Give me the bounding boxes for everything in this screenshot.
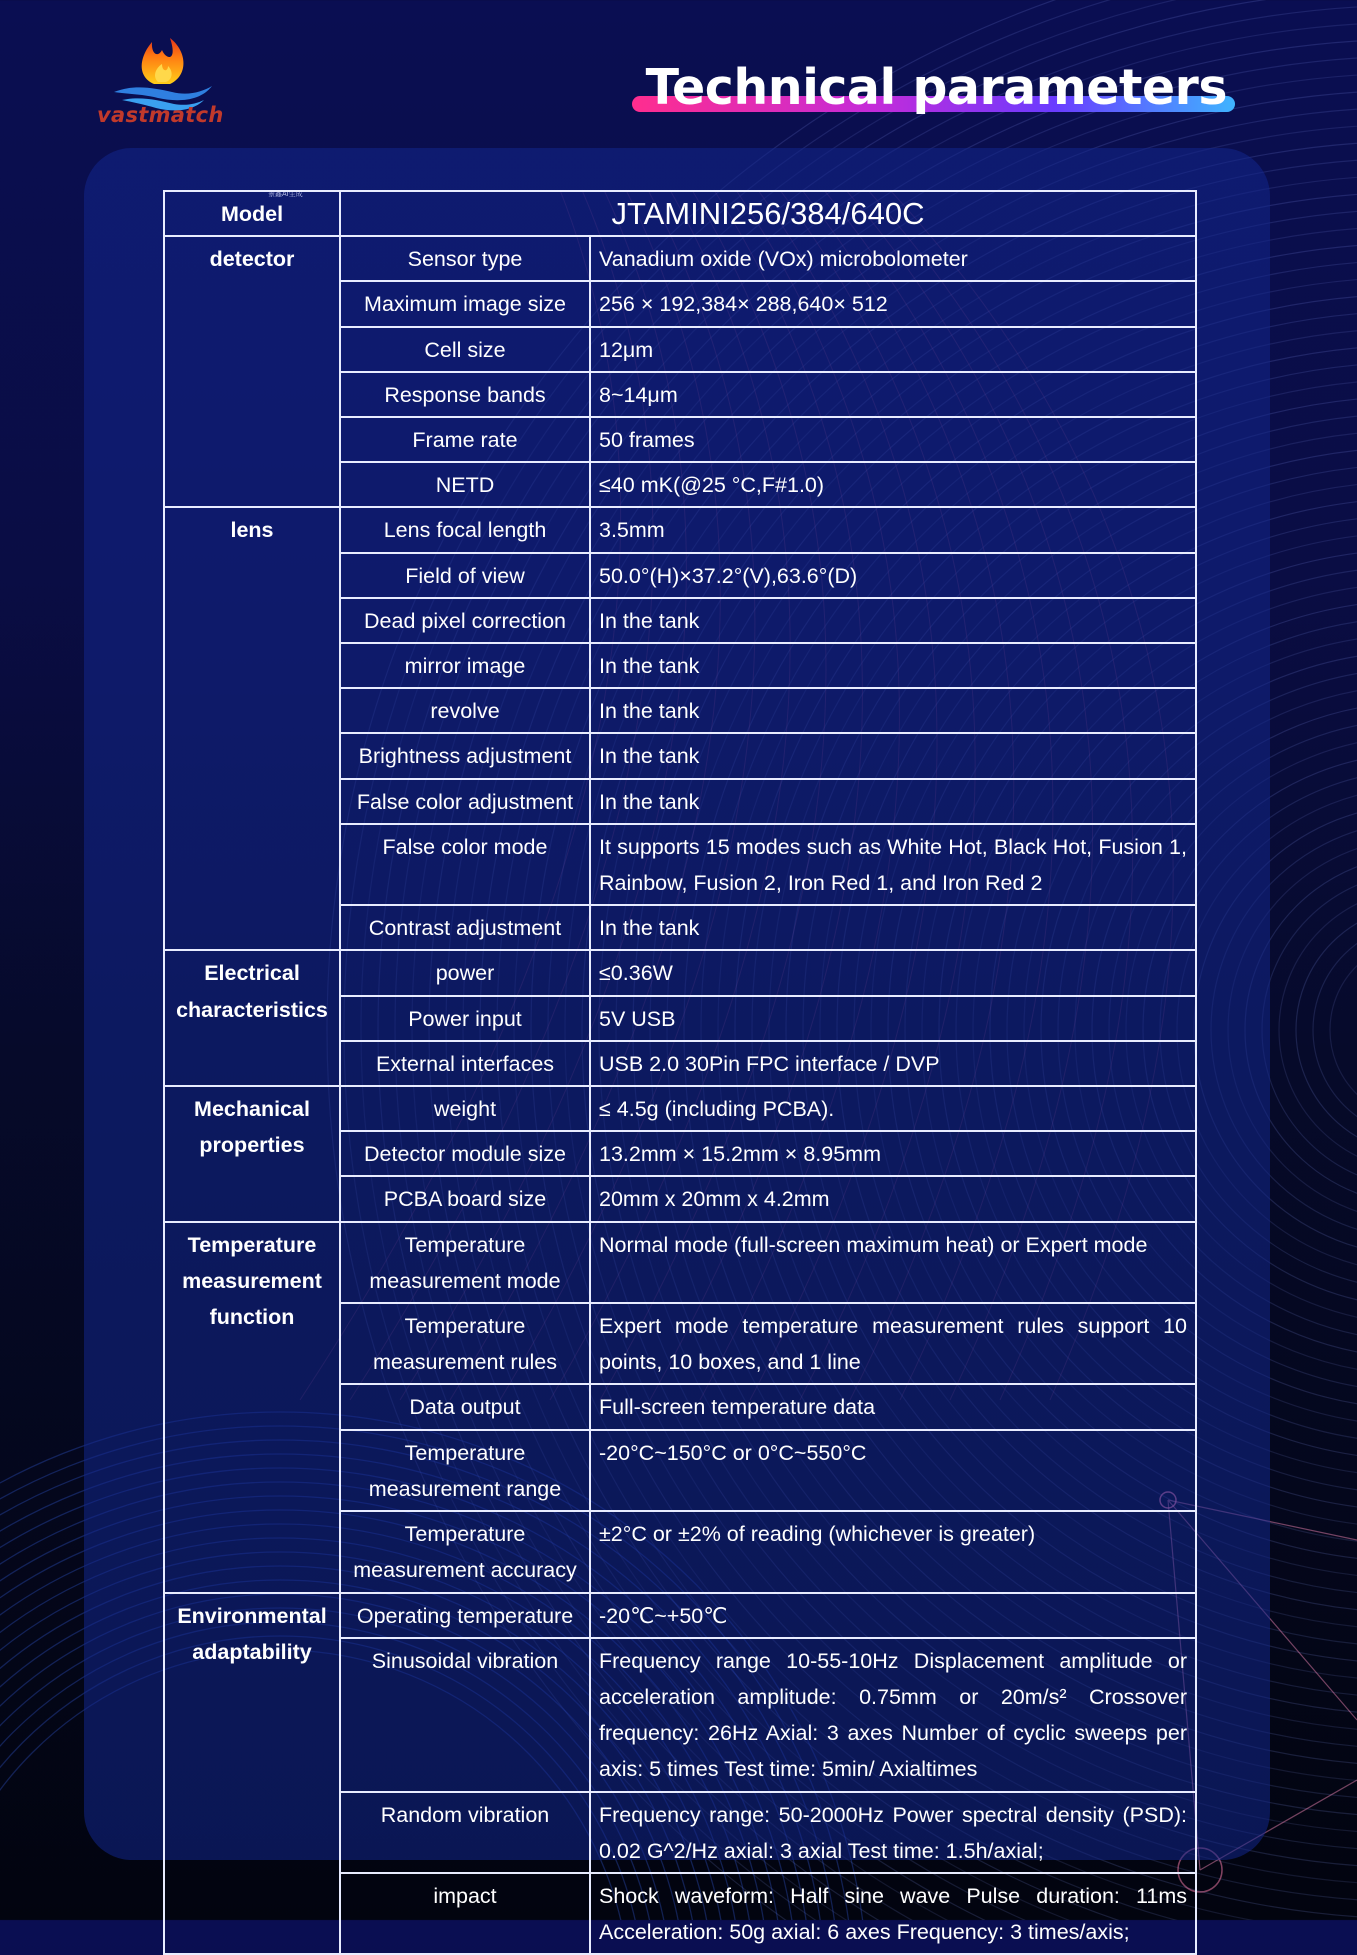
param-value: -20℃~+50℃ bbox=[590, 1593, 1196, 1638]
group-label: Environmental adaptability bbox=[164, 1593, 340, 1955]
param-label: Data output bbox=[340, 1384, 590, 1429]
param-value: ≤ 4.5g (including PCBA). bbox=[590, 1086, 1196, 1131]
param-label: Response bands bbox=[340, 372, 590, 417]
param-value: Shock waveform: Half sine wave Pulse duration: 11ms Acceleration: 50g axial: 6 axes Frequency: 3 times/axis; bbox=[590, 1873, 1196, 1954]
param-label: Sinusoidal vibration bbox=[340, 1638, 590, 1792]
page-title: Technical parameters bbox=[645, 59, 1227, 116]
param-label: NETD bbox=[340, 462, 590, 507]
param-value: Vanadium oxide (VOx) microbolometer bbox=[590, 236, 1196, 281]
group-label: lens bbox=[164, 507, 340, 950]
param-value: 50 frames bbox=[590, 417, 1196, 462]
param-value: Full-screen temperature data bbox=[590, 1384, 1196, 1429]
param-label: Contrast adjustment bbox=[340, 905, 590, 950]
param-label: impact bbox=[340, 1873, 590, 1954]
param-value: 256 × 192,384× 288,640× 512 bbox=[590, 281, 1196, 326]
param-label: Maximum image size bbox=[340, 281, 590, 326]
table-row bbox=[164, 1086, 1196, 1131]
param-label: power bbox=[340, 950, 590, 995]
param-value: -20°C~150°C or 0°C~550°C bbox=[590, 1430, 1196, 1511]
param-label: Random vibration bbox=[340, 1792, 590, 1873]
param-value: 20mm x 20mm x 4.2mm bbox=[590, 1176, 1196, 1221]
param-label: revolve bbox=[340, 688, 590, 733]
param-label: Lens focal length bbox=[340, 507, 590, 552]
param-label: External interfaces bbox=[340, 1041, 590, 1086]
param-value: 5V USB bbox=[590, 996, 1196, 1041]
param-label: Temperature measurement range bbox=[340, 1430, 590, 1511]
param-label: False color mode bbox=[340, 824, 590, 905]
param-label: Field of view bbox=[340, 553, 590, 598]
model-value: JTAMINI256/384/640C bbox=[340, 191, 1196, 236]
param-value: Frequency range 10-55-10Hz Displacement amplitude or acceleration amplitude: 0.75mm or 20m/s² Crossover frequency: 26Hz Axial: 3 axes Number of cyclic sweeps per axis: 5 times Test time: 5min/ Axialtimes bbox=[590, 1638, 1196, 1792]
param-label: Temperature measurement mode bbox=[340, 1222, 590, 1303]
param-value: 12μm bbox=[590, 327, 1196, 372]
param-value: In the tank bbox=[590, 905, 1196, 950]
model-row bbox=[164, 191, 1196, 236]
group-label: Electrical characteristics bbox=[164, 950, 340, 1086]
param-value: 13.2mm × 15.2mm × 8.95mm bbox=[590, 1131, 1196, 1176]
param-value: 3.5mm bbox=[590, 507, 1196, 552]
brand-logo-text: vastmatch bbox=[97, 103, 224, 127]
page-title-group bbox=[646, 58, 1227, 118]
param-label: Power input bbox=[340, 996, 590, 1041]
param-value: Normal mode (full-screen maximum heat) or Expert mode bbox=[590, 1222, 1196, 1303]
table-row bbox=[164, 1593, 1196, 1638]
table-row bbox=[164, 236, 1196, 281]
param-value: Expert mode temperature measurement rules support 10 points, 10 boxes, and 1 line bbox=[590, 1303, 1196, 1384]
param-label: Frame rate bbox=[340, 417, 590, 462]
param-label: Sensor type bbox=[340, 236, 590, 281]
table-row bbox=[164, 950, 1196, 995]
model-label: Model bbox=[164, 191, 340, 236]
param-label: Brightness adjustment bbox=[340, 733, 590, 778]
param-value: 50.0°(H)×37.2°(V),63.6°(D) bbox=[590, 553, 1196, 598]
param-value: In the tank bbox=[590, 598, 1196, 643]
param-value: In the tank bbox=[590, 643, 1196, 688]
param-value: ≤0.36W bbox=[590, 950, 1196, 995]
param-value: USB 2.0 30Pin FPC interface / DVP bbox=[590, 1041, 1196, 1086]
table-row bbox=[164, 507, 1196, 552]
param-value: In the tank bbox=[590, 779, 1196, 824]
param-value: In the tank bbox=[590, 733, 1196, 778]
spec-table bbox=[163, 190, 1197, 1955]
param-label: Operating temperature bbox=[340, 1593, 590, 1638]
group-label: Mechanical properties bbox=[164, 1086, 340, 1222]
param-label: mirror image bbox=[340, 643, 590, 688]
watermark: 景鑫AI生成 bbox=[268, 191, 303, 198]
param-value: ≤40 mK(@25 °C,F#1.0) bbox=[590, 462, 1196, 507]
param-value: ±2°C or ±2% of reading (whichever is greater) bbox=[590, 1511, 1196, 1592]
param-label: False color adjustment bbox=[340, 779, 590, 824]
param-label: Detector module size bbox=[340, 1131, 590, 1176]
param-label: Temperature measurement accuracy bbox=[340, 1511, 590, 1592]
param-value: It supports 15 modes such as White Hot, Black Hot, Fusion 1, Rainbow, Fusion 2, Iron Red 1, and Iron Red 2 bbox=[590, 824, 1196, 905]
spec-table-body bbox=[164, 191, 1196, 1954]
group-label: detector bbox=[164, 236, 340, 507]
param-label: PCBA board size bbox=[340, 1176, 590, 1221]
param-label: weight bbox=[340, 1086, 590, 1131]
table-row bbox=[164, 1222, 1196, 1303]
param-value: In the tank bbox=[590, 688, 1196, 733]
param-label: Temperature measurement rules bbox=[340, 1303, 590, 1384]
param-label: Cell size bbox=[340, 327, 590, 372]
param-label: Dead pixel correction bbox=[340, 598, 590, 643]
param-value: Frequency range: 50-2000Hz Power spectral density (PSD): 0.02 G^2/Hz axial: 3 axial Test time: 1.5h/axial; bbox=[590, 1792, 1196, 1873]
group-label: Temperature measurement function bbox=[164, 1222, 340, 1593]
param-value: 8~14μm bbox=[590, 372, 1196, 417]
